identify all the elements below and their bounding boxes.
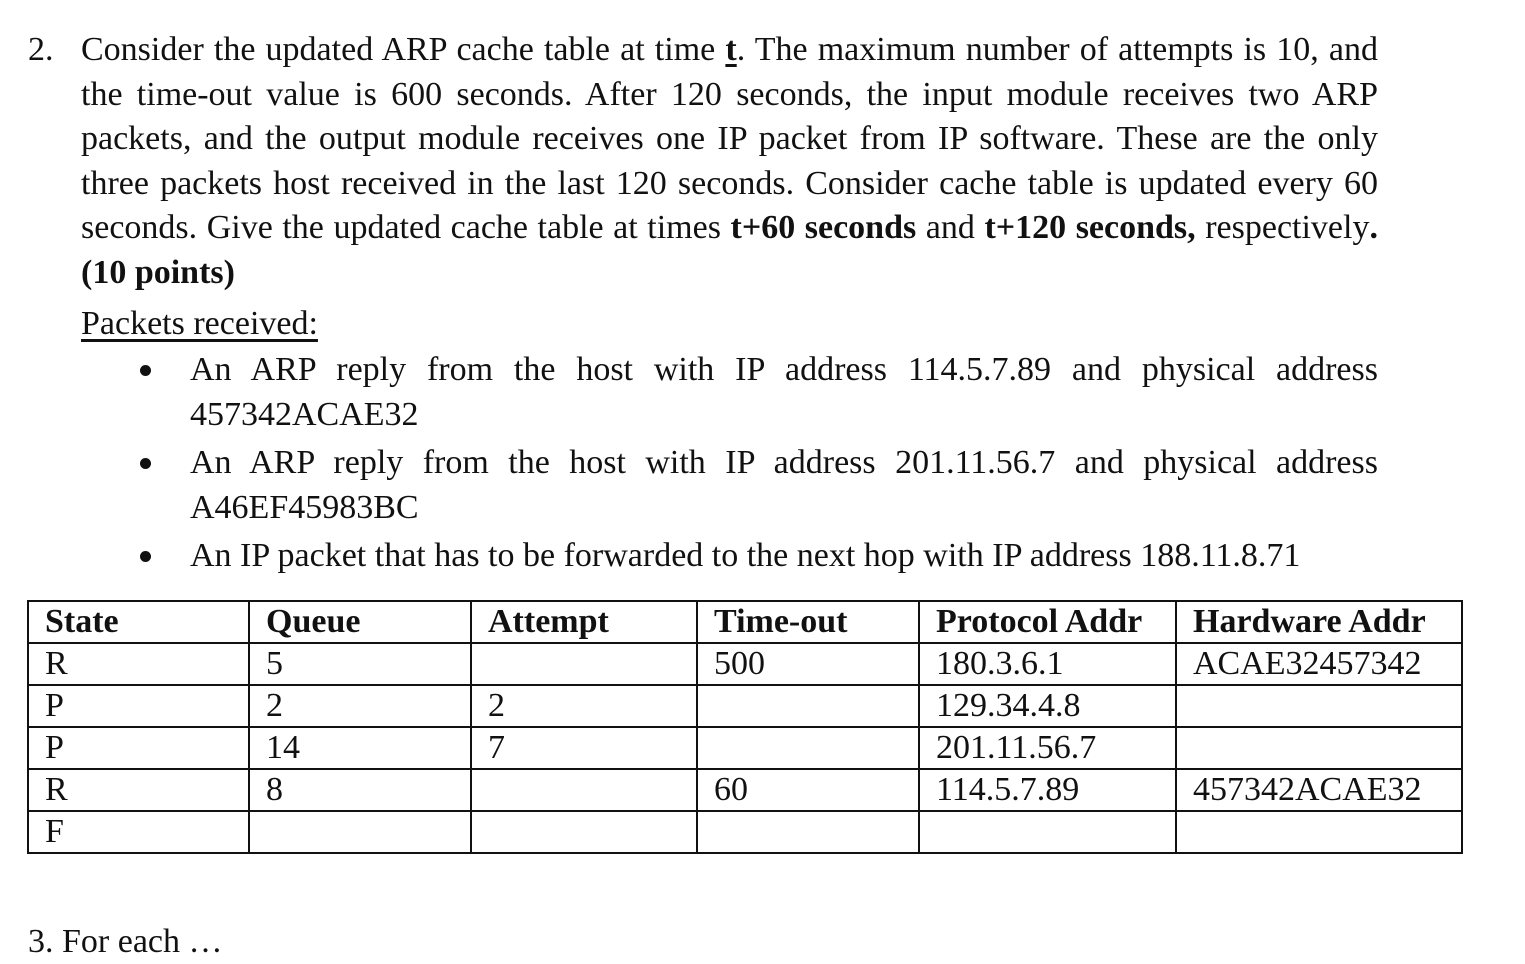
packet-item-text: An ARP reply from the host with IP address 114.5.7.89 and physical address 457342ACAE32 — [190, 351, 1378, 433]
cell-protocol-addr: 180.3.6.1 — [919, 643, 1176, 685]
question-text-part-3: and — [916, 209, 985, 247]
question-text-part-1: Consider the updated ARP cache table at time — [81, 31, 726, 68]
cell-protocol-addr: 201.11.56.7 — [919, 727, 1176, 769]
arp-cache-table — [27, 600, 1463, 854]
cell-attempt: 2 — [471, 685, 697, 727]
table-row — [28, 811, 1462, 853]
cell-hardware-addr: 457342ACAE32 — [1176, 769, 1462, 811]
header-state: State — [28, 601, 249, 643]
time-t-plus-120: t+120 seconds, — [984, 209, 1196, 247]
header-attempt: Attempt — [471, 601, 697, 643]
cell-hardware-addr — [1176, 811, 1462, 853]
header-protocol-addr: Protocol Addr — [919, 601, 1176, 643]
question-text-part-2: . The maximum number of attempts is 10, and the time-out value is 600 seconds. After 120 seconds, the input module receives two ARP packets, and the output module receives one IP packet from IP software. These are the only three packets host received in the last 120 seconds. Consider cache table is updated every 60 seconds. Give the updated cache table at times — [81, 31, 1378, 247]
cell-timeout — [697, 811, 919, 853]
packet-item — [128, 348, 1378, 437]
packet-item — [128, 534, 1378, 579]
cell-protocol-addr: 114.5.7.89 — [919, 769, 1176, 811]
time-t-plus-60: t+60 seconds — [730, 209, 917, 247]
cell-queue: 14 — [249, 727, 471, 769]
cell-attempt: 7 — [471, 727, 697, 769]
cell-queue: 5 — [249, 643, 471, 685]
table-row — [28, 685, 1462, 727]
cell-state: P — [28, 727, 249, 769]
header-timeout: Time-out — [697, 601, 919, 643]
header-queue: Queue — [249, 601, 471, 643]
points-label: . (10 points) — [81, 209, 1378, 291]
cell-hardware-addr — [1176, 727, 1462, 769]
packets-list — [128, 348, 1378, 579]
header-hardware-addr: Hardware Addr — [1176, 601, 1462, 643]
cell-attempt — [471, 769, 697, 811]
next-question-fragment: 3. For each … — [28, 923, 223, 960]
cell-queue: 8 — [249, 769, 471, 811]
table-header-row — [28, 601, 1462, 643]
question-text-part-4: respectively — [1195, 209, 1370, 247]
cell-attempt — [471, 643, 697, 685]
table-row — [28, 643, 1462, 685]
bullet-icon — [140, 458, 151, 469]
packet-item-text: An IP packet that has to be forwarded to the next hop with IP address 188.11.8.71 — [190, 537, 1301, 575]
cell-timeout: 500 — [697, 643, 919, 685]
packet-item-text: An ARP reply from the host with IP address 201.11.56.7 and physical address A46EF45983BC — [190, 444, 1378, 526]
cell-hardware-addr — [1176, 685, 1462, 727]
cell-state: R — [28, 643, 249, 685]
time-variable: t — [725, 31, 737, 68]
cell-queue — [249, 811, 471, 853]
cell-queue: 2 — [249, 685, 471, 727]
cell-state: P — [28, 685, 249, 727]
cell-protocol-addr: 129.34.4.8 — [919, 685, 1176, 727]
question-number: 2. — [28, 31, 54, 68]
cell-protocol-addr — [919, 811, 1176, 853]
cell-hardware-addr: ACAE32457342 — [1176, 643, 1462, 685]
table-row — [28, 769, 1462, 811]
cell-state: R — [28, 769, 249, 811]
bullet-icon — [140, 551, 151, 562]
cell-timeout — [697, 727, 919, 769]
question-text — [81, 28, 1378, 296]
packet-item — [128, 441, 1378, 530]
cell-attempt — [471, 811, 697, 853]
cell-timeout: 60 — [697, 769, 919, 811]
bullet-icon — [140, 365, 151, 376]
cell-timeout — [697, 685, 919, 727]
cell-state: F — [28, 811, 249, 853]
table-row — [28, 727, 1462, 769]
packets-heading: Packets received: — [81, 305, 318, 342]
